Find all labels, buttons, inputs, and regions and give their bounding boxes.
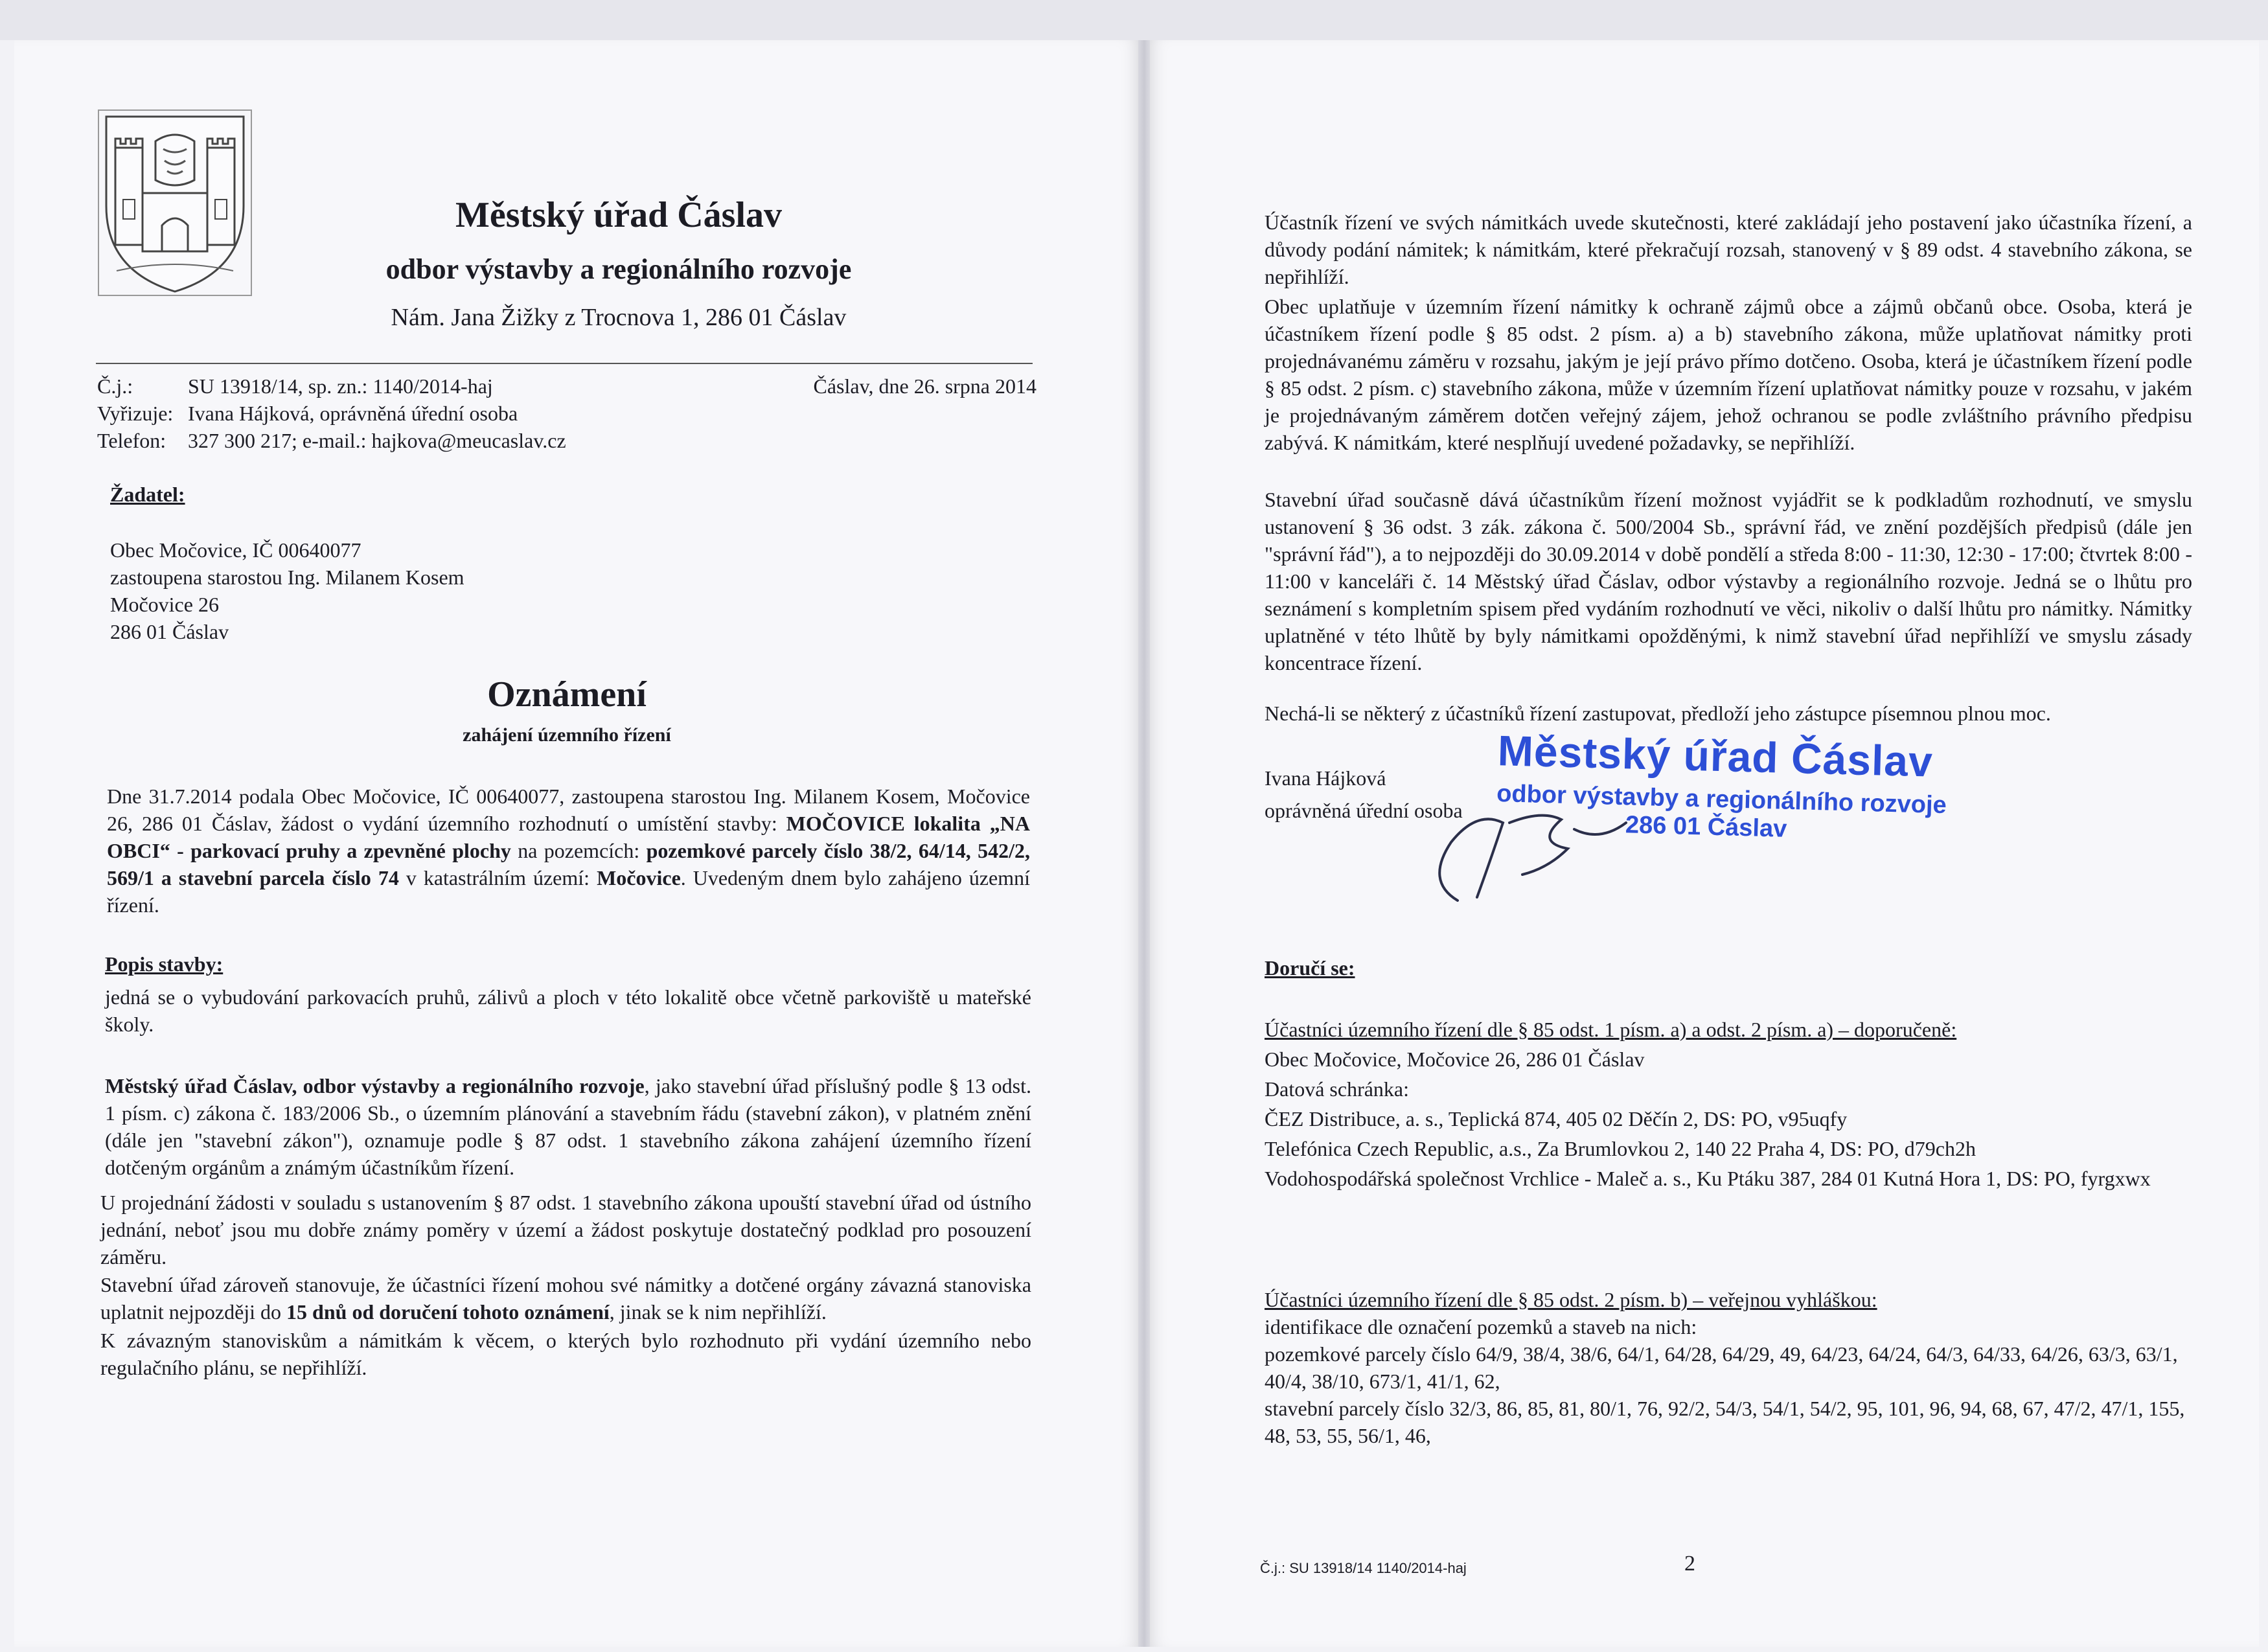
group1-list bbox=[1265, 1044, 2192, 1193]
page-gutter bbox=[1138, 40, 1150, 1647]
list-item: identifikace dle označení pozemků a staveb na nich: bbox=[1265, 1315, 1697, 1338]
stamp-department: odbor výstavby a regionálního rozvoje bbox=[1496, 780, 1947, 820]
applicant-line: 286 01 Čáslav bbox=[110, 620, 229, 643]
objections-paragraph: Účastník řízení ve svých námitkách uvede skutečnosti, které zakládají jeho postavení jako účastníka řízení, a důvody podání námitek; k námitkám, které překračují rozsah, stanovený v § 89 odst. 4 stavebního zákona, se nepřihlíží. bbox=[1265, 211, 2192, 288]
binding-opinions-paragraph: K závazným stanoviskům a námitkám k věcem, o kterých bylo rozhodnuto při vydání územního nebo regulačního plánu, se nepřihlíží. bbox=[100, 1329, 1031, 1379]
signer-role: oprávněná úřední osoba bbox=[1265, 799, 1463, 822]
authority-name: Městský úřad Čáslav, odbor výstavby a regionálního rozvoje bbox=[105, 1074, 645, 1097]
list-item: Datová schránka: bbox=[1265, 1077, 1410, 1101]
representation-paragraph: Nechá-li se některý z účastníků řízení zastupovat, předloží jeho zástupce písemnou plnou moc. bbox=[1265, 702, 2051, 725]
group2-list bbox=[1265, 1313, 2192, 1449]
scan-top-edge bbox=[0, 0, 2268, 40]
office-department: odbor výstavby a regionálního rozvoje bbox=[385, 253, 852, 285]
intro-parcels: pozemkové parcely číslo 38/2, 64/14, 542/2, 569/1 a stavební parcela číslo 74 bbox=[107, 839, 1031, 889]
reference-block bbox=[97, 373, 1037, 454]
list-item: Telefónica Czech Republic, a.s., Za Brumlovkou 2, 140 22 Praha 4, DS: PO, d79ch2h bbox=[1265, 1137, 1976, 1160]
municipality-objections-paragraph: Obec uplatňuje v územním řízení námitky k ochraně zájmů obce a zájmů občanů obce. Osoba, která je účastníkem řízení podle § 85 odst. 2 písm. a) a b) stavebního zákona, může uplatňovat námitky proti projednávanému záměru v rozsahu, jakým je její právo přímo dotčeno. Osoba, která je účastníkem řízení podle § 85 odst. 2 písm. c) stavebního zákona, může v územním řízení uplatňovat námitky pouze v rozsahu, v jakém je projednávaným záměrem dotčen veřejný zájem, jehož ochranou se podle zvláštního právního předpisu zabývá. K námitkám, které nesplňují uvedené požadavky, se nepřihlíží. bbox=[1265, 295, 2192, 454]
phone-value: 327 300 217; e-mail.: hajkova@meucaslav.cz bbox=[188, 429, 566, 452]
applicant-heading: Žadatel: bbox=[110, 483, 185, 506]
applicant-block bbox=[110, 536, 888, 645]
notice-subtitle: zahájení územního řízení bbox=[463, 724, 671, 746]
oral-hearing-paragraph: U projednání žádosti v souladu s ustanovením § 87 odst. 1 stavebního zákona upouští stavební úřad od ústního jednání, neboť jsou mu dobře známy poměry v území a žádost poskytuje dostatečný podklad pro posouzení záměru. bbox=[100, 1191, 1031, 1268]
handled-value: Ivana Hájková, oprávněná úřední osoba bbox=[188, 402, 518, 425]
signer-name: Ivana Hájková bbox=[1265, 766, 1386, 790]
handled-label: Vyřizuje: bbox=[97, 402, 174, 425]
intro-cadastre: Močovice bbox=[597, 866, 681, 889]
list-item: Obec Močovice, Močovice 26, 286 01 Čáslav bbox=[1265, 1048, 1645, 1071]
intro-text: na pozemcích: bbox=[510, 839, 647, 862]
deadline-text: Stavební úřad zároveň stanovuje, že účastníci řízení mohou své námitky a dotčené orgány závazná stanoviska uplatnit nejpozději do bbox=[100, 1273, 1031, 1324]
stamp-postcode: 286 01 Čáslav bbox=[1625, 811, 1787, 843]
place-date: Čáslav, dne 26. srpna 2014 bbox=[813, 374, 1037, 398]
office-address: Nám. Jana Žižky z Trocnova 1, 286 01 Čáslav bbox=[391, 304, 847, 331]
intro-project-name: MOČOVICE lokalita „NA OBCI“ - parkovací pruhy a zpevněné plochy bbox=[107, 812, 1031, 862]
footer-reference: Č.j.: SU 13918/14 1140/2014-haj bbox=[1260, 1560, 1467, 1576]
cj-value: SU 13918/14, sp. zn.: 1140/2014-haj bbox=[188, 374, 493, 398]
group1-heading: Účastníci územního řízení dle § 85 odst. 1 písm. a) a odst. 2 písm. a) – doporučeně: bbox=[1265, 1018, 1957, 1041]
cj-label: Č.j.: bbox=[97, 374, 133, 398]
notice-title: Oznámení bbox=[487, 674, 647, 715]
intro-text: v katastrálním území: bbox=[398, 866, 597, 889]
list-item: Vodohospodářská společnost Vrchlice - Maleč a. s., Ku Ptáku 387, 284 01 Kutná Hora 1, DS: PO, fyrgxwx bbox=[1265, 1167, 2151, 1190]
deadline-paragraph bbox=[100, 1271, 1031, 1325]
page-number: 2 bbox=[1684, 1552, 1695, 1576]
delivery-heading: Doručí se: bbox=[1265, 956, 1355, 980]
notice-intro bbox=[107, 783, 1030, 919]
intro-text: Dne 31.7.2014 podala Obec Močovice, IČ 00640077, zastoupena starostou Ing. Milanem Kosem, Močovice 26, 286 01 Čáslav, žádost o vydání územního rozhodnutí o umístění stavby: bbox=[107, 785, 1030, 835]
deadline-text: , jinak se k nim nepřihlíží. bbox=[609, 1300, 827, 1324]
list-item: pozemkové parcely číslo 64/9, 38/4, 38/6, 64/1, 64/28, 64/29, 49, 64/23, 64/24, 64/3, 64/33, 64/26, 63/3, 63/1, 40/4, 38/10, 673/1, 41/1, 62, bbox=[1265, 1342, 2178, 1393]
group2-heading: Účastníci územního řízení dle § 85 odst. 2 písm. b) – veřejnou vyhláškou: bbox=[1265, 1288, 1877, 1311]
deadline-period: 15 dnů od doručení tohoto oznámení bbox=[286, 1300, 610, 1324]
office-title: Městský úřad Čáslav bbox=[455, 195, 783, 235]
authority-text: , jako stavební úřad příslušný podle § 13 odst. 1 písm. c) zákona č. 183/2006 Sb., o územním plánování a stavebním řádu (stavební zákon), v platném znění (dále jen "stavební zákon"), oznamuje podle § 87 odst. 1 stavebního zákona zahájení územního řízení dotčeným orgánům a známým účastníkům řízení. bbox=[105, 1074, 1032, 1179]
applicant-line: Močovice 26 bbox=[110, 593, 219, 616]
description-text: jedná se o vybudování parkovacích pruhů, zálivů a ploch v této lokalitě obce včetně parkoviště u mateřské školy. bbox=[105, 985, 1031, 1036]
header-divider bbox=[96, 363, 1033, 364]
handwritten-signature bbox=[1412, 784, 1658, 907]
list-item: stavební parcely číslo 32/3, 86, 85, 81, 80/1, 76, 92/2, 54/3, 54/1, 54/2, 95, 101, 96, 94, 68, 67, 47/2, 47/1, 155, 48, 53, 55, 56/1, 46, bbox=[1265, 1397, 2185, 1447]
intro-text: . Uvedeným dnem bylo zahájeno územní řízení. bbox=[107, 866, 1031, 917]
applicant-line: Obec Močovice, IČ 00640077 bbox=[110, 538, 361, 562]
authority-paragraph bbox=[105, 1072, 1031, 1181]
applicant-line: zastoupena starostou Ing. Milanem Kosem bbox=[110, 566, 464, 589]
list-item: ČEZ Distribuce, a. s., Teplická 874, 405 02 Děčín 2, DS: PO, v95uqfy bbox=[1265, 1107, 1848, 1130]
file-inspection-paragraph: Stavební úřad současně dává účastníkům řízení možnost vyjádřit se k podkladům rozhodnutí, ve smyslu ustanovení § 36 odst. 3 zák. zákona č. 500/2004 Sb., správní řád, ve znění pozdějších předpisů (dále jen "správní řád"), a to nejpozději do 30.09.2014 v době pondělí a středa 8:00 - 11:30, 12:30 - 17:00; čtvrtek 8:00 - 11:00 v kanceláři č. 14 Městský úřad Čáslav, odbor výstavby a regionálního rozvoje. Jedná se o lhůtu pro seznámení s kompletním spisem před vydáním rozhodnutí ve věci, nikoliv o další lhůtu pro námitky. Námitky uplatněné v této lhůtě by byly námitkami opožděnými, k nimž stavební úřad nepřihlíží ve smyslu zásady koncentrace řízení. bbox=[1265, 488, 2192, 674]
stamp-office: Městský úřad Čáslav bbox=[1497, 726, 1934, 786]
phone-label: Telefon: bbox=[97, 429, 166, 452]
description-heading: Popis stavby: bbox=[105, 952, 223, 976]
town-crest-icon bbox=[97, 109, 253, 297]
